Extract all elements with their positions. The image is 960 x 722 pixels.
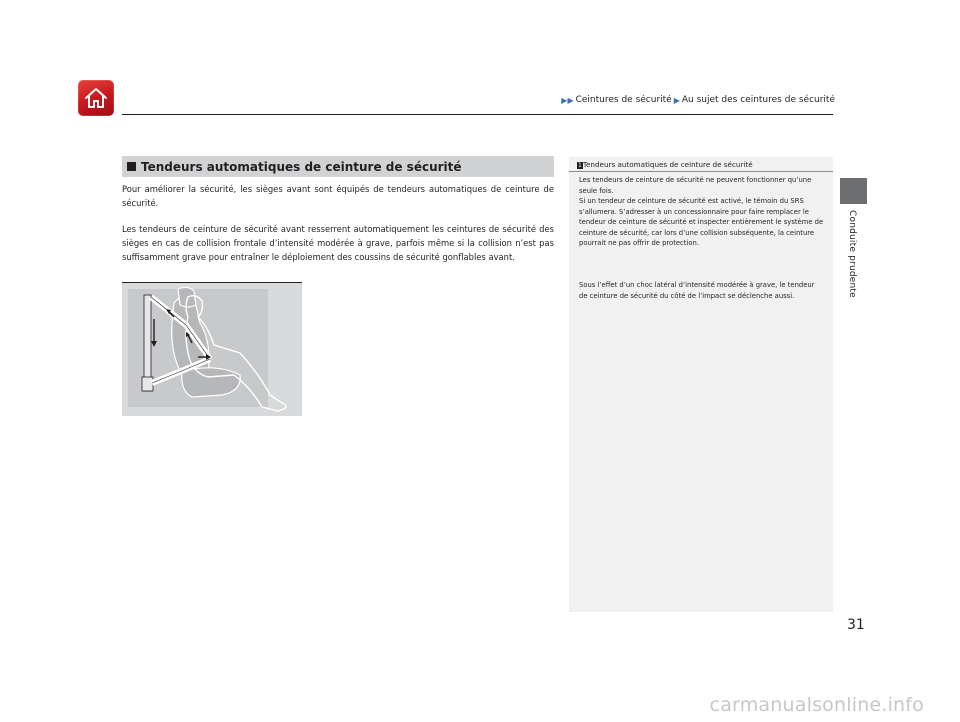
note-title	[577, 160, 753, 169]
note-box	[569, 157, 833, 612]
note-divider	[569, 171, 833, 172]
triangle-right-icon: ▶	[673, 95, 680, 105]
header-divider	[122, 114, 833, 115]
section-header	[122, 156, 554, 177]
breadcrumb-item-about-seatbelts[interactable]: Au sujet des ceintures de sécurité	[681, 95, 835, 105]
page-number: 31	[847, 617, 865, 633]
note-paragraph: Les tendeurs de ceinture de sécurité ne peuvent fonctionner qu’une seule fois. Si un tendeur de ceinture de sécurité est activé, le témoin du SRS s’allumera. S’adresser à un concessionnaire pour faire remplacer le tendeur de ceinture de sécurité et inspecter entièrement le système de ceinture de sécurité, car lors d’une collision subséquente, la ceinture pourrait ne pas offrir de protection.	[579, 176, 824, 247]
square-bullet-icon	[127, 162, 136, 171]
note-paragraph: Sous l’effet d’un choc latéral d’intensité modérée à grave, le tendeur de ceinture de sécurité du côté de l’impact se déclenche aussi.	[579, 281, 815, 300]
note-title-text: Tendeurs automatiques de ceinture de sécurité	[582, 160, 753, 169]
seatbelt-tensioner-illustration	[122, 282, 302, 416]
triangle-right-icon: ▶▶	[561, 95, 574, 105]
chapter-tab-label: Conduite prudente	[847, 210, 857, 298]
body-paragraph: Pour améliorer la sécurité, les sièges avant sont équipés de tendeurs automatiques de ceinture de sécurité.	[122, 184, 554, 208]
section-title: Tendeurs automatiques de ceinture de sécurité	[141, 159, 462, 174]
watermark: carmanualsonline.info	[709, 694, 924, 716]
seat-illustration	[122, 283, 302, 416]
home-icon	[83, 86, 109, 110]
note-marker: 1	[578, 162, 582, 169]
home-button[interactable]	[78, 80, 114, 116]
chapter-tab[interactable]	[840, 178, 867, 204]
breadcrumb	[561, 95, 835, 105]
breadcrumb-item-seatbelts[interactable]: Ceintures de sécurité	[575, 95, 672, 105]
body-paragraph: Les tendeurs de ceinture de sécurité avant resserrent automatiquement les ceintures de sécurité des sièges en cas de collision frontale d’intensité modérée à grave, parfois même si la collision n’est pas suffisamment grave pour entraîner le déploiement des coussins de sécurité gonflables avant.	[122, 224, 554, 262]
